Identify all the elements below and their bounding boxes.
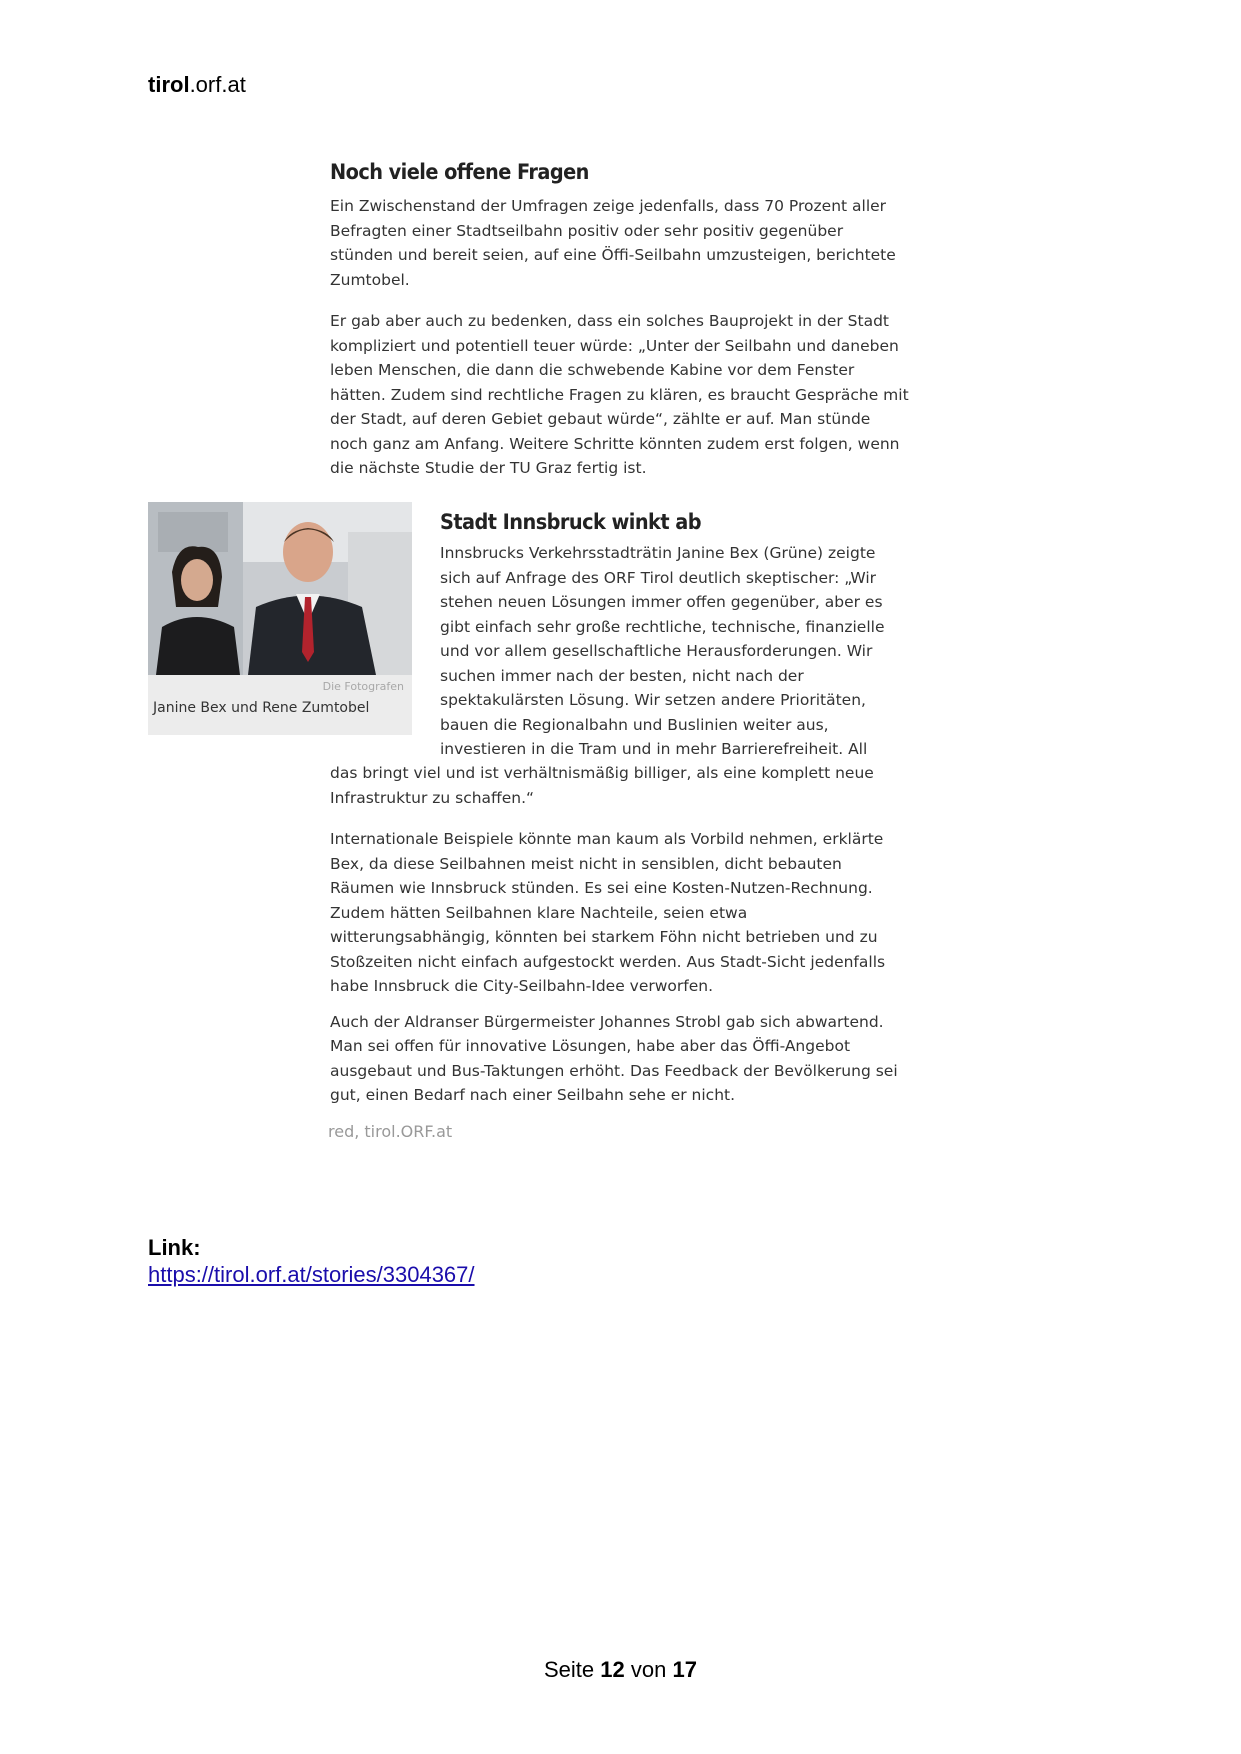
paragraph-3-tail: das bringt viel und ist verhältnismäßig billiger, als eine komplett neue Infrastruktur zu schaffen.“ [330,764,874,807]
heading-innsbruck: Stadt Innsbruck winkt ab [440,510,701,534]
p3-line: und vor allem gesellschaftliche Herausforderungen. Wir [440,642,873,660]
p3-line: suchen immer nach der besten, nicht nach der [440,666,804,685]
paragraph-5: Auch der Aldranser Bürgermeister Johannes Strobl gab sich abwartend. Man sei offen für innovative Lösungen, habe aber das Öffi-Angebot ausgebaut und Bus-Taktungen erhöht. Das Feedback der Bevölkerung sei gut, einen Bedarf nach einer Seilbahn sehe er nicht. [330,1012,898,1104]
brand-bold: tirol [148,72,190,97]
site-header [148,72,246,98]
photo-credit: Die Fotografen [322,680,404,693]
page-number: 12 [600,1657,625,1682]
source-line: red, tirol.ORF.at [328,1122,453,1141]
p3-line: stehen neuen Lösungen immer offen gegenüber, aber es [440,593,883,611]
p3-line: Innsbrucks Verkehrsstadträtin Janine Bex (Grüne) zeigte [440,544,876,562]
footer-middle: von [630,1657,667,1682]
brand-rest: .orf.at [189,72,246,97]
paragraph-4: Internationale Beispiele könnte man kaum als Vorbild nehmen, erklärte Bex, da diese Seilbahnen meist nicht in sensiblen, dicht bebauten Räumen wie Innsbruck stünden. Es sei eine Kosten-Nutzen-Rechnung. Zudem hätten Seilbahnen klare Nachteile, seien etwa witterungsabhängig, könnten bei starkem Föhn nicht betrieben und zu Stoßzeiten nicht einfach aufgestockt werden. Aus Stadt-Sicht jedenfalls habe Innsbruck die City-Seilbahn-Idee verworfen. [330,830,886,995]
page-footer [0,1657,1241,1683]
page-total: 17 [672,1657,697,1682]
story-link[interactable]: https://tirol.orf.at/stories/3304367/ [148,1262,475,1287]
photo-janine-bex-rene-zumtobel [148,502,412,675]
article-continued [330,761,910,1125]
photo-caption: Janine Bex und Rene Zumtobel [153,700,370,716]
heading-open-questions: Noch viele offene Fragen [330,160,589,184]
link-label: Link: [148,1235,201,1260]
paragraph-1: Ein Zwischenstand der Umfragen zeige jedenfalls, dass 70 Prozent aller Befragten einer Stadtseilbahn positiv oder sehr positiv gegenüber stünden und bereit seien, auf eine Öffi-Seilbahn umzusteigen, berichtete Zumtobel. [330,197,896,289]
article-top [330,160,910,498]
p3-line: spektakulärsten Lösung. Wir setzen andere Prioritäten, [440,691,866,709]
photo-figure [148,502,412,735]
p3-line: investieren in die Tram und in mehr Barrierefreiheit. All [440,740,868,758]
paragraph-3-wrapped [440,541,910,762]
footer-prefix: Seite [544,1657,595,1682]
p3-line: gibt einfach sehr große rechtliche, technische, finanzielle [440,617,885,636]
p3-line: sich auf Anfrage des ORF Tirol deutlich skeptischer: „Wir [440,568,877,587]
p3-line: bauen die Regionalbahn und Buslinien weiter aus, [440,715,829,734]
paragraph-2: Er gab aber auch zu bedenken, dass ein solches Bauprojekt in der Stadt kompliziert und potentiell teuer würde: „Unter der Seilbahn und daneben leben Menschen, die dann die schwebende Kabine vor dem Fenster hätten. Zudem sind rechtliche Fragen zu klären, es braucht Gespräche mit der Stadt, auf deren Gebiet gebaut würde“, zählte er auf. Man stünde noch ganz am Anfang. Weitere Schritte könnten zudem erst folgen, wenn die nächste Studie der TU Graz fertig ist. [330,312,909,477]
